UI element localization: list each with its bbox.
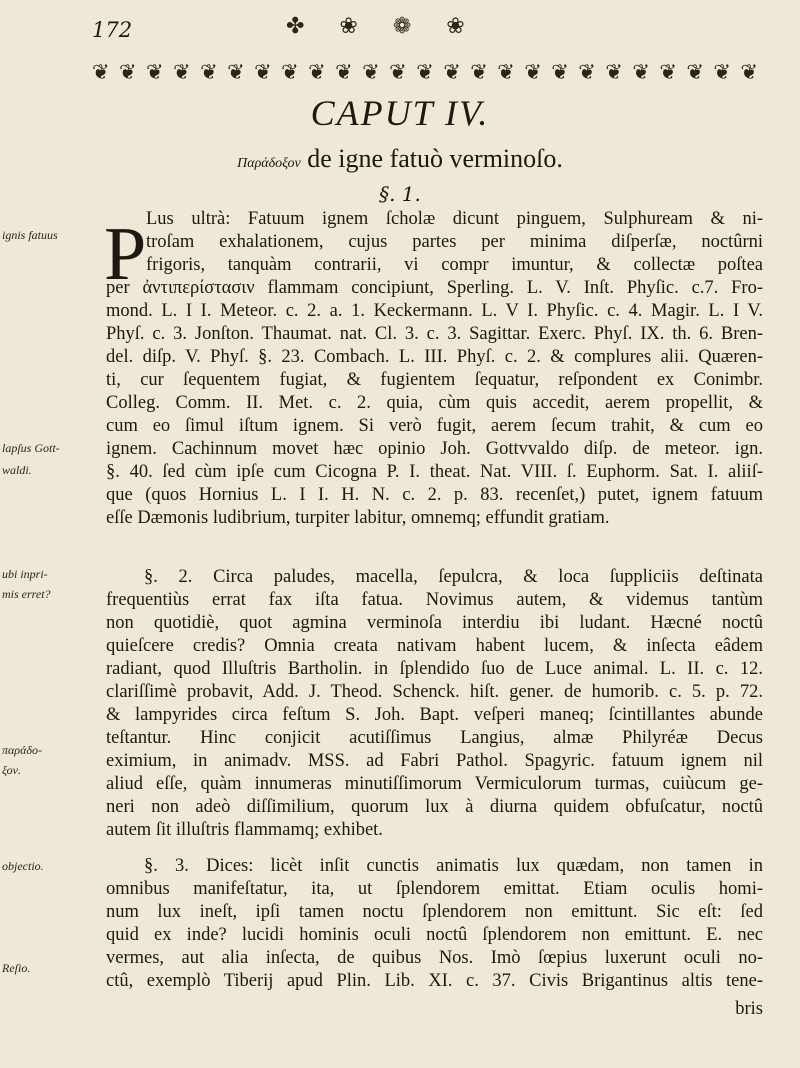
text-line: ti, cur ſequentem fugiat, & fugientem ſequatur, reſpondent ex Conimbr. [106,370,763,390]
ornament-glyph: ❦ [119,60,137,84]
ornament-glyph: ❦ [173,60,191,84]
text-line: quieſcere credis? Omnia creata nativam habent lucem, & inſecta eâdem [106,636,763,656]
text-line: mond. L. I I. Meteor. c. 2. a. 1. Keckermann. L. V I. Phyſic. c. 4. Magir. L. I V. [106,301,763,321]
text-line: cum eo ſimul iſtum ignem. Si verò fugit, aerem ſecum trahit, & cum eo [106,416,763,436]
ornament-glyph: ❦ [713,60,731,84]
text-line: del. diſp. V. Phyſ. §. 23. Combach. L. III. Phyſ. c. 2. & complures alii. Quæren- [106,347,763,367]
section-mark: §. 1. [379,182,421,206]
ornament-glyph: ❦ [632,60,650,84]
ornament-glyph: ❦ [497,60,515,84]
text-line: §. 3. Dices: licèt inſit cunctis animatis lux quædam, non tamen in [144,856,763,876]
text-line: quid ex inde? lucidi hominis oculi noctû ſplendorem non emittunt. E. nec [106,925,763,945]
ornament-glyph: ❦ [686,60,704,84]
ornament-glyph: ❦ [200,60,218,84]
chapter-title: CAPUT IV. [310,93,490,133]
subtitle-text: de igne fatuò verminoſo. [307,144,563,173]
ornament-glyph: ❦ [92,60,110,84]
text-line: vermes, aut alia inſecta, de quibus Nos. Imò ſœpius luxerunt oculi no- [106,948,763,968]
page-number: 172 [92,18,133,42]
ornament-glyph: ❦ [227,60,245,84]
header-ornament: ✤ ❀ ❁ ❀ [286,14,479,39]
margin-note: ubi inpri- [2,567,48,581]
text-line: radiant, quod Illuſtris Bartholin. in ſplendido ſuo de Luce animal. L. II. c. 12. [106,659,763,679]
text-line: ctû, exemplò Tiberij apud Plin. Lib. XI. c. 37. Civis Brigantinus altis tene- [106,971,763,991]
text-line: omnibus manifeſtatur, ita, ut ſplendorem emittat. Etiam oculis homi- [106,879,763,899]
ornament-glyph: ❦ [578,60,596,84]
text-line: Lus ultrà: Fatuum ignem ſcholæ dicunt pinguem, Sulphuream & ni- [146,209,763,229]
ornament-glyph: ❦ [524,60,542,84]
text-line: num lux ineſt, ipſi tamen noctu ſplendorem non emittunt. Sic eſt: ſed [106,902,763,922]
text-line: & lampyrides circa feſtum S. Joh. Bapt. veſperi maneq; ſcintillantes abunde [106,705,763,725]
text-line: neri non adeò diſſimilium, quorum lux à diurna quidem obfuſcatur, noctû [106,797,763,817]
text-line: troſam exhalationem, cujus partes per minima diſperſæ, noctûrni [146,232,763,252]
ornament-glyph: ❦ [443,60,461,84]
ornament-glyph: ❦ [146,60,164,84]
text-line: frigoris, tanquàm contrarii, vi compr imuntur, & collectæ poſtea [146,255,763,275]
ornament-glyph: ❦ [281,60,299,84]
text-line: ignem. Cachinnum movet hæc opinio Joh. Gottvvaldo diſp. de meteor. ign. [106,439,763,459]
text-line: non quotidiè, quot agmina verminoſa interdiu ibi ludant. Hæcné noctû [106,613,763,633]
ornament-glyph: ❦ [308,60,326,84]
chapter-subtitle [0,144,800,174]
drop-capital: P [104,212,147,296]
ornament-glyph: ❦ [389,60,407,84]
text-line: eſſe Dæmonis ludibrium, turpiter labitur, omnemq; effundit gratiam. [106,508,610,528]
text-line: teſtantur. Hinc conjicit acutiſſimus Langius, almæ Philyréæ Decus [106,728,763,748]
text-line: que (quos Hornius L. I I. H. N. c. 2. p. 83. recenſet,) putet, ignem fatuum [106,485,763,505]
margin-note: παράδο- [2,743,42,757]
margin-note: lapſus Gott- [2,441,60,455]
margin-note: mis erret? [2,587,51,601]
ornament-glyph: ❦ [740,60,758,84]
ornament-glyph: ❦ [659,60,677,84]
ornament-glyph: ❦ [254,60,272,84]
ornament-glyph: ❦ [416,60,434,84]
ornament-glyph: ❦ [605,60,623,84]
ornament-glyph: ❦ [470,60,488,84]
margin-note: waldi. [2,463,32,477]
margin-note: objectio. [2,859,44,873]
ornament-glyph: ❦ [551,60,569,84]
ornament-glyph: ❦ [362,60,380,84]
margin-note: Reſio. [2,961,31,975]
catchword: bris [735,999,763,1019]
text-line: §. 40. ſed cùm ipſe cum Cicogna P. I. theat. Nat. VIII. ſ. Euphorm. Sat. I. aliiſ- [106,462,763,482]
text-line: Phyſ. c. 3. Jonſton. Thaumat. nat. Cl. 3. c. 3. Sagittar. Exerc. Phyſ. IX. th. 6. Bren- [106,324,763,344]
text-line: per ἀντιπερίστασιν flammam concipiunt, Sperling. L. V. Inſt. Phyſic. c.7. Fro- [106,278,763,298]
text-line: Colleg. Comm. II. Met. c. 2. quia, cùm quis accedit, aerem propellit, & [106,393,763,413]
text-line: autem ſit illuſtris flammamq; exhibet. [106,820,383,840]
text-line: clariſſimè probavit, Add. J. Theod. Schenck. hiſt. gener. de humorib. c. 5. p. 72. [106,682,763,702]
text-line: §. 2. Circa paludes, macella, ſepulcra, & loca ſuppliciis deſtinata [144,567,763,587]
text-line: eximium, in animadv. MSS. ad Fabri Pathol. Spagyric. fatuum ignem nil [106,751,763,771]
margin-note: ξον. [2,763,21,777]
margin-note: ignis fatuus [2,228,58,242]
text-line: frequentiùs errat fax iſta fatua. Novimus autem, & videmus tantùm [106,590,763,610]
text-line: aliud eſſe, quàm innumeras minutiſſimorum Vermiculorum turmas, cuiùcum ge- [106,774,763,794]
ornamental-border [92,56,758,88]
ornament-glyph: ❦ [335,60,353,84]
greek-word: Παράδοξον [237,156,301,171]
